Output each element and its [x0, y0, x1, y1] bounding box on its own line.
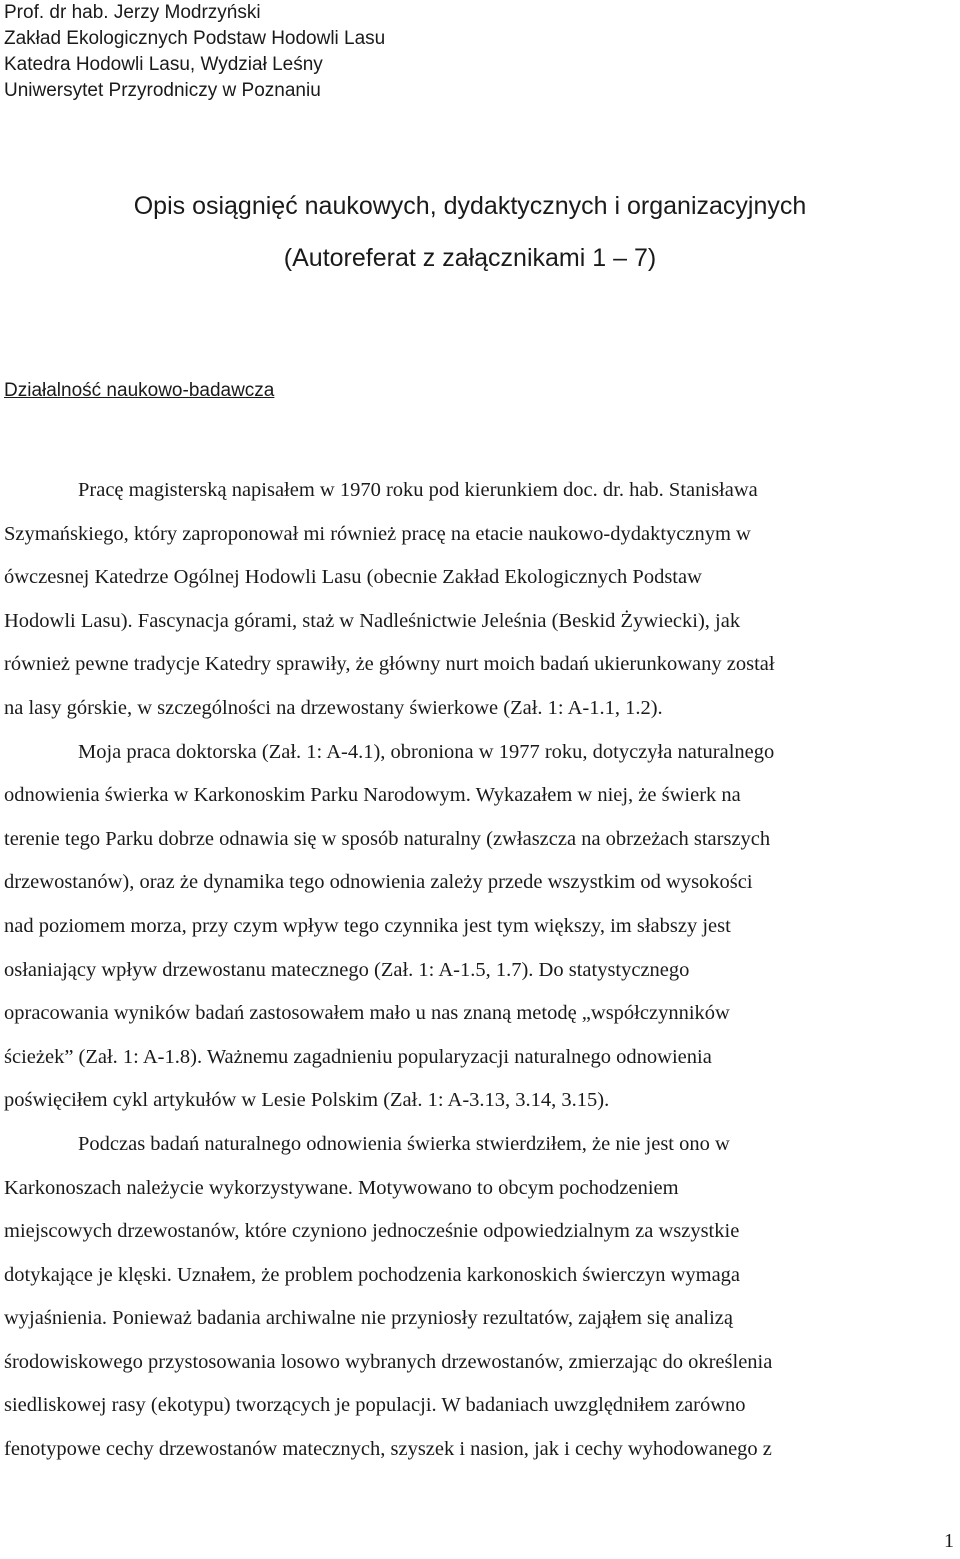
paragraph-line: dotykające je klęski. Uznałem, że problem pochodzenia karkonoskich świerczyn wymaga	[4, 1263, 741, 1286]
document-title: Opis osiągnięć naukowych, dydaktycznych i organizacyjnych	[133, 192, 807, 220]
paragraph-line: nad poziomem morza, przy czym wpływ tego czynnika jest tym większy, im słabszy jest	[4, 914, 731, 937]
paragraph-line: na lasy górskie, w szczególności na drzewostany świerkowe (Zał. 1: A-1.1, 1.2).	[4, 696, 663, 719]
paragraph-line: opracowania wyników badań zastosowałem mało u nas znaną metodę „współczynników	[4, 1002, 730, 1025]
author-header	[4, 0, 385, 104]
paragraph-line: również pewne tradycje Katedry sprawiły, że główny nurt moich badań ukierunkowany został	[4, 653, 775, 676]
paragraph-line: Pracę magisterską napisałem w 1970 roku pod kierunkiem doc. dr. hab. Stanisława	[78, 479, 758, 501]
paragraph-line: osłaniający wpływ drzewostanu matecznego (Zał. 1: A-1.5, 1.7). Do statystycznego	[4, 958, 690, 981]
paragraph-line: siedliskowej rasy (ekotypu) tworzących je populacji. W badaniach uwzględniłem zarówno	[4, 1394, 746, 1417]
document-subtitle: (Autoreferat z załącznikami 1 – 7)	[283, 244, 657, 272]
paragraph-line: środowiskowego przystosowania losowo wybranych drzewostanów, zmierzając do określenia	[4, 1350, 773, 1373]
paragraph-line: Moja praca doktorska (Zał. 1: A-4.1), obroniona w 1977 roku, dotyczyła naturalnego	[78, 740, 775, 763]
paragraph-line: ówczesnej Katedrze Ogólnej Hodowli Lasu (obecnie Zakład Ekologicznych Podstaw	[4, 566, 702, 589]
page-number: 1	[944, 1530, 954, 1552]
paragraph-line: poświęciłem cykl artykułów w Lesie Polskim (Zał. 1: A-3.13, 3.14, 3.15).	[4, 1089, 610, 1112]
chair-name: Katedra Hodowli Lasu, Wydział Leśny	[4, 54, 323, 75]
paragraph-line: Karkonoszach należycie wykorzystywane. Motywowano to obcym pochodzeniem	[4, 1176, 679, 1199]
university-name: Uniwersytet Przyrodniczy w Poznaniu	[4, 80, 321, 101]
body-text	[4, 469, 956, 1472]
section-heading: Działalność naukowo-badawcza	[4, 380, 275, 401]
paragraph-line: terenie tego Parku dobrze odnawia się w sposób naturalny (zwłaszcza na obrzeżach starszych	[4, 827, 771, 850]
author-name: Prof. dr hab. Jerzy Modrzyński	[4, 2, 261, 23]
paragraph-line: Hodowli Lasu). Fascynacja górami, staż w Nadleśnictwie Jeleśnia (Beskid Żywiecki), jak	[4, 609, 741, 632]
department-name: Zakład Ekologicznych Podstaw Hodowli Lasu	[4, 28, 386, 49]
paragraph-line: wyjaśnienia. Ponieważ badania archiwalne nie przyniosły rezultatów, zająłem się analizą	[4, 1307, 733, 1330]
paragraph-line: fenotypowe cechy drzewostanów matecznych, szyszek i nasion, jak i cechy wyhodowanego z	[4, 1438, 772, 1461]
paragraph-line: miejscowych drzewostanów, które czyniono jednocześnie odpowiedzialnym za wszystkie	[4, 1220, 740, 1243]
paragraph-line: Szymańskiego, który zaproponował mi również pracę na etacie naukowo-dydaktycznym w	[4, 522, 751, 545]
paragraph-line: drzewostanów), oraz że dynamika tego odnowienia zależy przede wszystkim od wysokości	[4, 871, 753, 894]
paragraph-line: ścieżek” (Zał. 1: A-1.8). Ważnemu zagadnieniu popularyzacji naturalnego odnowienia	[4, 1045, 712, 1068]
paragraph-line: odnowienia świerka w Karkonoskim Parku Narodowym. Wykazałem w niej, że świerk na	[4, 784, 741, 807]
paragraph-line: Podczas badań naturalnego odnowienia świerka stwierdziłem, że nie jest ono w	[78, 1132, 730, 1155]
